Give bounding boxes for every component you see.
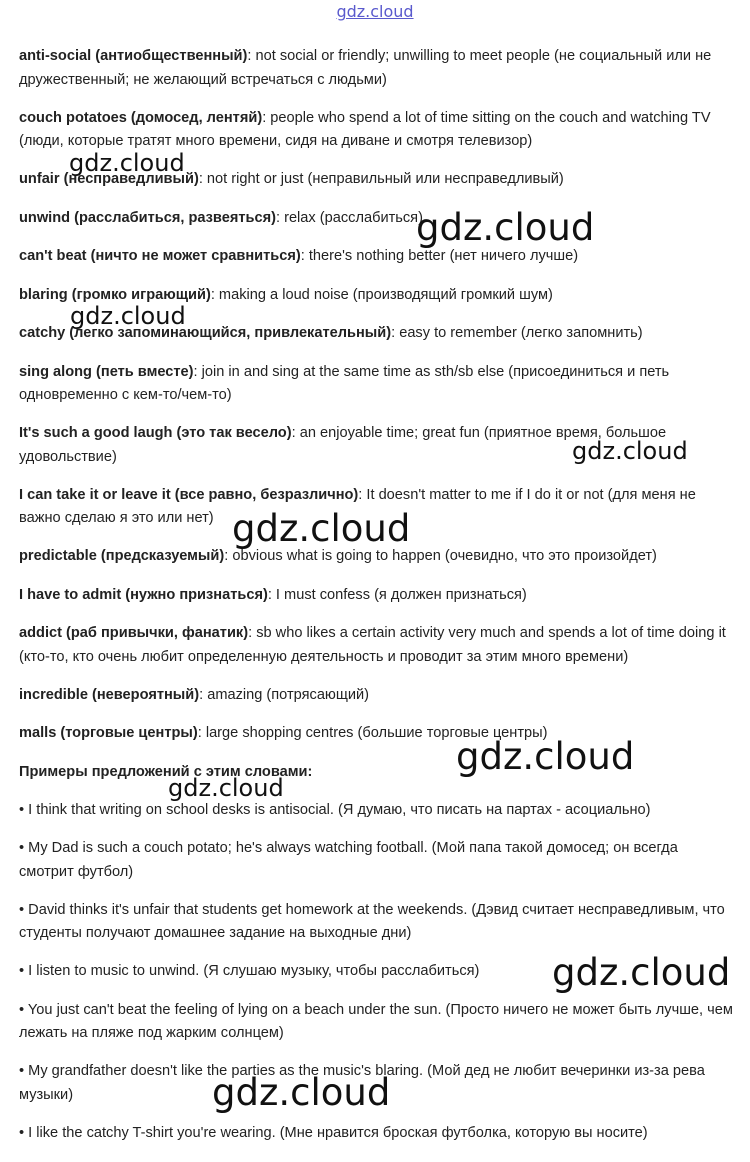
glossary-entry — [19, 207, 734, 231]
glossary-term: predictable (предсказуемый) — [19, 548, 225, 564]
examples-heading: Примеры предложений с этим словами: — [19, 763, 313, 780]
glossary-definition: : amazing (потрясающий) — [199, 686, 370, 703]
glossary-term: It's such a good laugh (это так весело) — [19, 425, 292, 441]
watermark: gdz.cloud — [572, 437, 688, 465]
glossary-term: addict (раб привычки, фанатик) — [19, 625, 249, 641]
glossary-definition: : people who spend a lot of time sitting on the couch and watching TV (люди, которые тратят много времени, сидя на диване и смотря телевизор) — [19, 109, 711, 149]
glossary-definition: : an enjoyable time; great fun (приятное время, большое удовольствие) — [19, 425, 667, 465]
glossary-entry — [19, 622, 734, 669]
glossary-entry — [19, 107, 734, 154]
example-sentence: • You just can't beat the feeling of lying on a beach under the sun. (Просто ничего не может быть лучше, чем лежать на пляже под жарким солнцем) — [19, 1001, 733, 1041]
glossary-definition: : not social or friendly; unwilling to meet people (не социальный или не дружественный; не желающий встречаться с людьми) — [19, 48, 712, 88]
glossary-definition: : obvious what is going to happen (очевидно, что это произойдет) — [224, 548, 657, 564]
glossary-definition: : large shopping centres (большие торговые центры) — [197, 725, 548, 741]
glossary-definition: : It doesn't matter to me if I do it or not (для меня не важно сделаю я это или нет) — [19, 486, 696, 526]
glossary-term: malls (торговые центры) — [19, 725, 198, 741]
glossary-term: I have to admit (нужно признаться) — [19, 586, 268, 603]
glossary-definition: : not right or just (неправильный или несправедливый) — [198, 171, 564, 187]
glossary-definition: : relax (расслабиться) — [275, 209, 423, 226]
example-sentence: • David thinks it's unfair that students get homework at the weekends. (Дэвид считает несправедливым, что студенты получают домашнее задание на выходные дни) — [19, 901, 725, 941]
glossary-entry — [19, 684, 734, 708]
glossary-term: couch potatoes (домосед, лентяй) — [19, 109, 263, 126]
watermark: gdz.cloud — [416, 206, 595, 249]
example-sentence: • I like the catchy T-shirt you're wearing. (Мне нравится броская футболка, которую вы носите) — [19, 1124, 648, 1141]
glossary-definition: : easy to remember (легко запомнить) — [391, 325, 643, 341]
glossary-entry — [19, 584, 734, 608]
watermark: gdz.cloud — [552, 951, 731, 994]
watermark: gdz.cloud — [456, 735, 635, 778]
example-sentence: • My Dad is such a couch potato; he's always watching football. (Мой папа такой домосед; он всегда смотрит футбол) — [19, 840, 678, 880]
glossary-term: sing along (петь вместе) — [19, 363, 194, 380]
watermark: gdz.cloud — [69, 149, 185, 177]
example-sentence: • I think that writing on school desks is antisocial. (Я думаю, что писать на партах - асоциально) — [19, 801, 651, 818]
example-sentence: • I listen to music to unwind. (Я слушаю музыку, чтобы расслабиться) — [19, 963, 480, 979]
glossary-definition: : I must confess (я должен признаться) — [267, 586, 527, 603]
glossary-term: unwind (расслабиться, развеяться) — [19, 209, 276, 226]
glossary-entry — [19, 45, 734, 92]
site-logo[interactable]: gdz.cloud — [336, 2, 414, 21]
glossary-entry — [19, 245, 734, 269]
glossary-definition: : join in and sing at the same time as sth/sb else (присоединиться и петь одновременно с кем-то/чем-то) — [19, 363, 670, 403]
glossary-term: blaring (громко играющий) — [19, 286, 211, 303]
glossary-definition: : sb who likes a certain activity very much and spends a lot of time doing it (кто-то, кто очень любит определенную деятельность и проводит за этим много времени) — [19, 625, 726, 665]
example-sentence: • My grandfather doesn't like the parties as the music's blaring. (Мой дед не любит вечеринки из-за рева музыки) — [19, 1063, 705, 1103]
watermark: gdz.cloud — [232, 507, 411, 550]
glossary-term: incredible (невероятный) — [19, 686, 200, 703]
glossary-term: I can take it or leave it (все равно, безразлично) — [19, 486, 359, 503]
glossary-term: unfair (несправедливый) — [19, 171, 199, 187]
glossary-definition: : there's nothing better (нет ничего лучше) — [300, 248, 579, 264]
watermark: gdz.cloud — [212, 1071, 391, 1114]
glossary-term: anti-social (антиобщественный) — [19, 48, 248, 64]
glossary-definition: : making a loud noise (производящий громкий шум) — [210, 286, 553, 303]
glossary-entry — [19, 361, 734, 408]
watermark: gdz.cloud — [168, 774, 284, 802]
glossary-term: can't beat (ничто не может сравниться) — [19, 248, 301, 264]
glossary-term: catchy (легко запоминающийся, привлекательный) — [19, 325, 392, 341]
watermark: gdz.cloud — [70, 302, 186, 330]
